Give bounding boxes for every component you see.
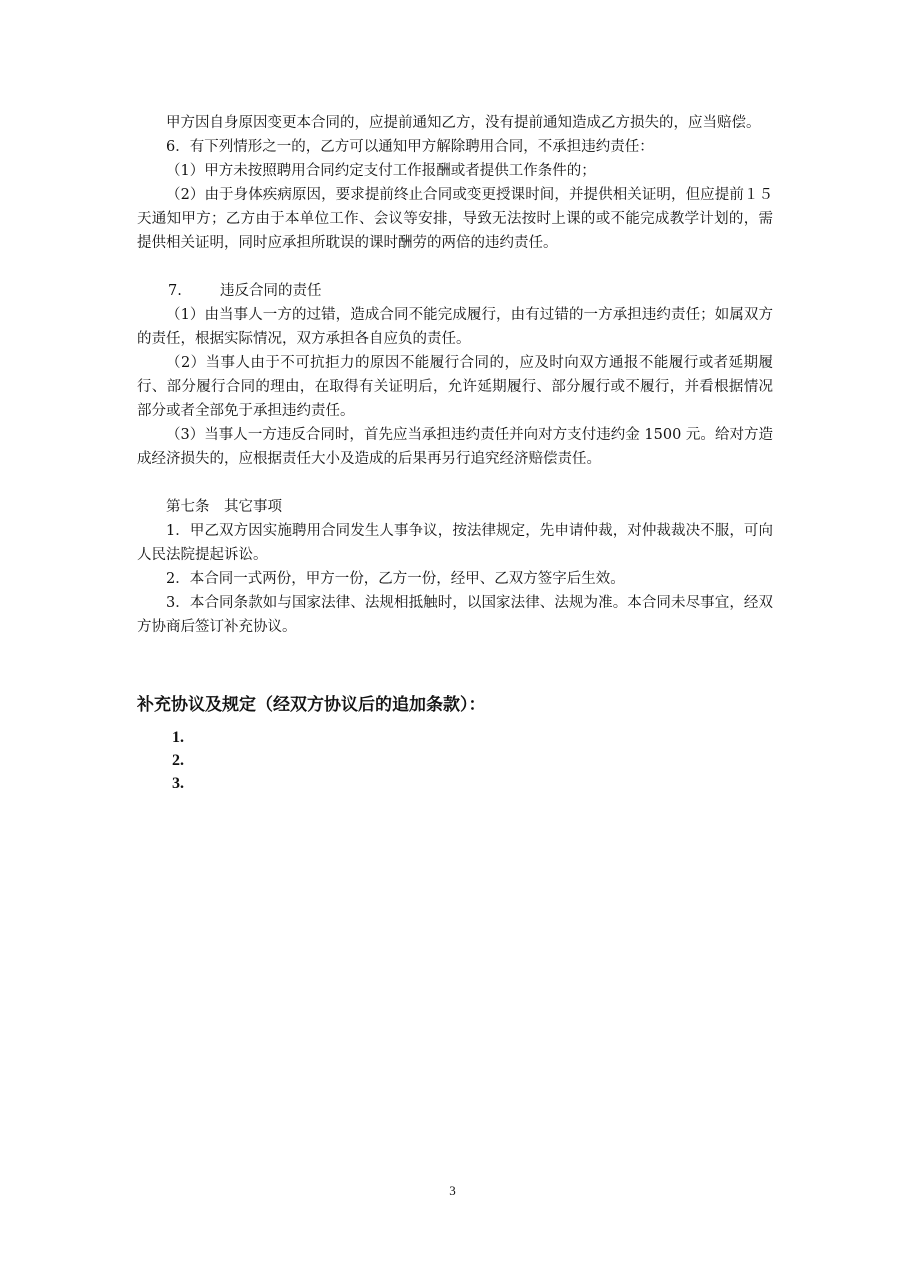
article-7-item-2: 2．本合同一式两份，甲方一份，乙方一份，经甲、乙双方签字后生效。 [166, 571, 625, 587]
clause-6-intro: 6．有下列情形之一的，乙方可以通知甲方解除聘用合同，不承担违约责任： [166, 139, 654, 155]
addendum-item-2: 2. [172, 752, 184, 769]
section-7-item-2: （2）当事人由于不可抗拒力的原因不能履行合同的，应及时向双方通报不能履行或者延期履行、部分履行合同的理由，在取得有关证明后，允许延期履行、部分履行或不履行，并看根据情况部分或者全部免于承担违约责任。 [137, 355, 773, 419]
section-7-title: 违反合同的责任 [220, 283, 322, 299]
clause-6-item-1: （1）甲方未按照聘用合同约定支付工作报酬或者提供工作条件的； [166, 163, 596, 179]
addendum-heading: 补充协议及规定（经双方协议后的追加条款）： [137, 695, 486, 715]
section-7-item-3: （3）当事人一方违反合同时，首先应当承担违约责任并向对方支付违约金 1500 元。给对方造成经济损失的，应根据责任大小及造成的后果再另行追究经济赔偿责任。 [137, 427, 773, 467]
addendum-list [172, 726, 184, 795]
section-7-item-1: （1）由当事人一方的过错，造成合同不能完成履行，由有过错的一方承担违约责任；如属双方的责任，根据实际情况，双方承担各自应负的责任。 [137, 307, 773, 347]
article-7-item-1: 1．甲乙双方因实施聘用合同发生人事争议，按法律规定，先申请仲裁，对仲裁裁决不服，可向人民法院提起诉讼。 [137, 523, 773, 563]
section-7-number: 7. [168, 283, 182, 299]
addendum-item-3: 3. [172, 775, 184, 792]
article-7-item-3: 3．本合同条款如与国家法律、法规相抵触时，以国家法律、法规为准。本合同未尽事宜，经双方协商后签订补充协议。 [137, 595, 773, 635]
addendum-item-1: 1. [172, 729, 184, 746]
paragraph-change-contract: 甲方因自身原因变更本合同的，应提前通知乙方，没有提前通知造成乙方损失的，应当赔偿。 [166, 115, 761, 131]
article-7-title: 第七条 其它事项 [166, 499, 282, 515]
page-number: 3 [449, 1183, 456, 1198]
spacer [137, 471, 773, 495]
spacer [137, 255, 773, 279]
clause-6-item-2: （2）由于身体疾病原因，要求提前终止合同或变更授课时间，并提供相关证明，但应提前１５天通知甲方；乙方由于本单位工作、会议等安排，导致无法按时上课的或不能完成教学计划的，需提供相关证明，同时应承担所耽误的课时酬劳的两倍的违约责任。 [137, 187, 773, 251]
contract-body [137, 111, 773, 639]
section-7-heading [137, 279, 773, 303]
